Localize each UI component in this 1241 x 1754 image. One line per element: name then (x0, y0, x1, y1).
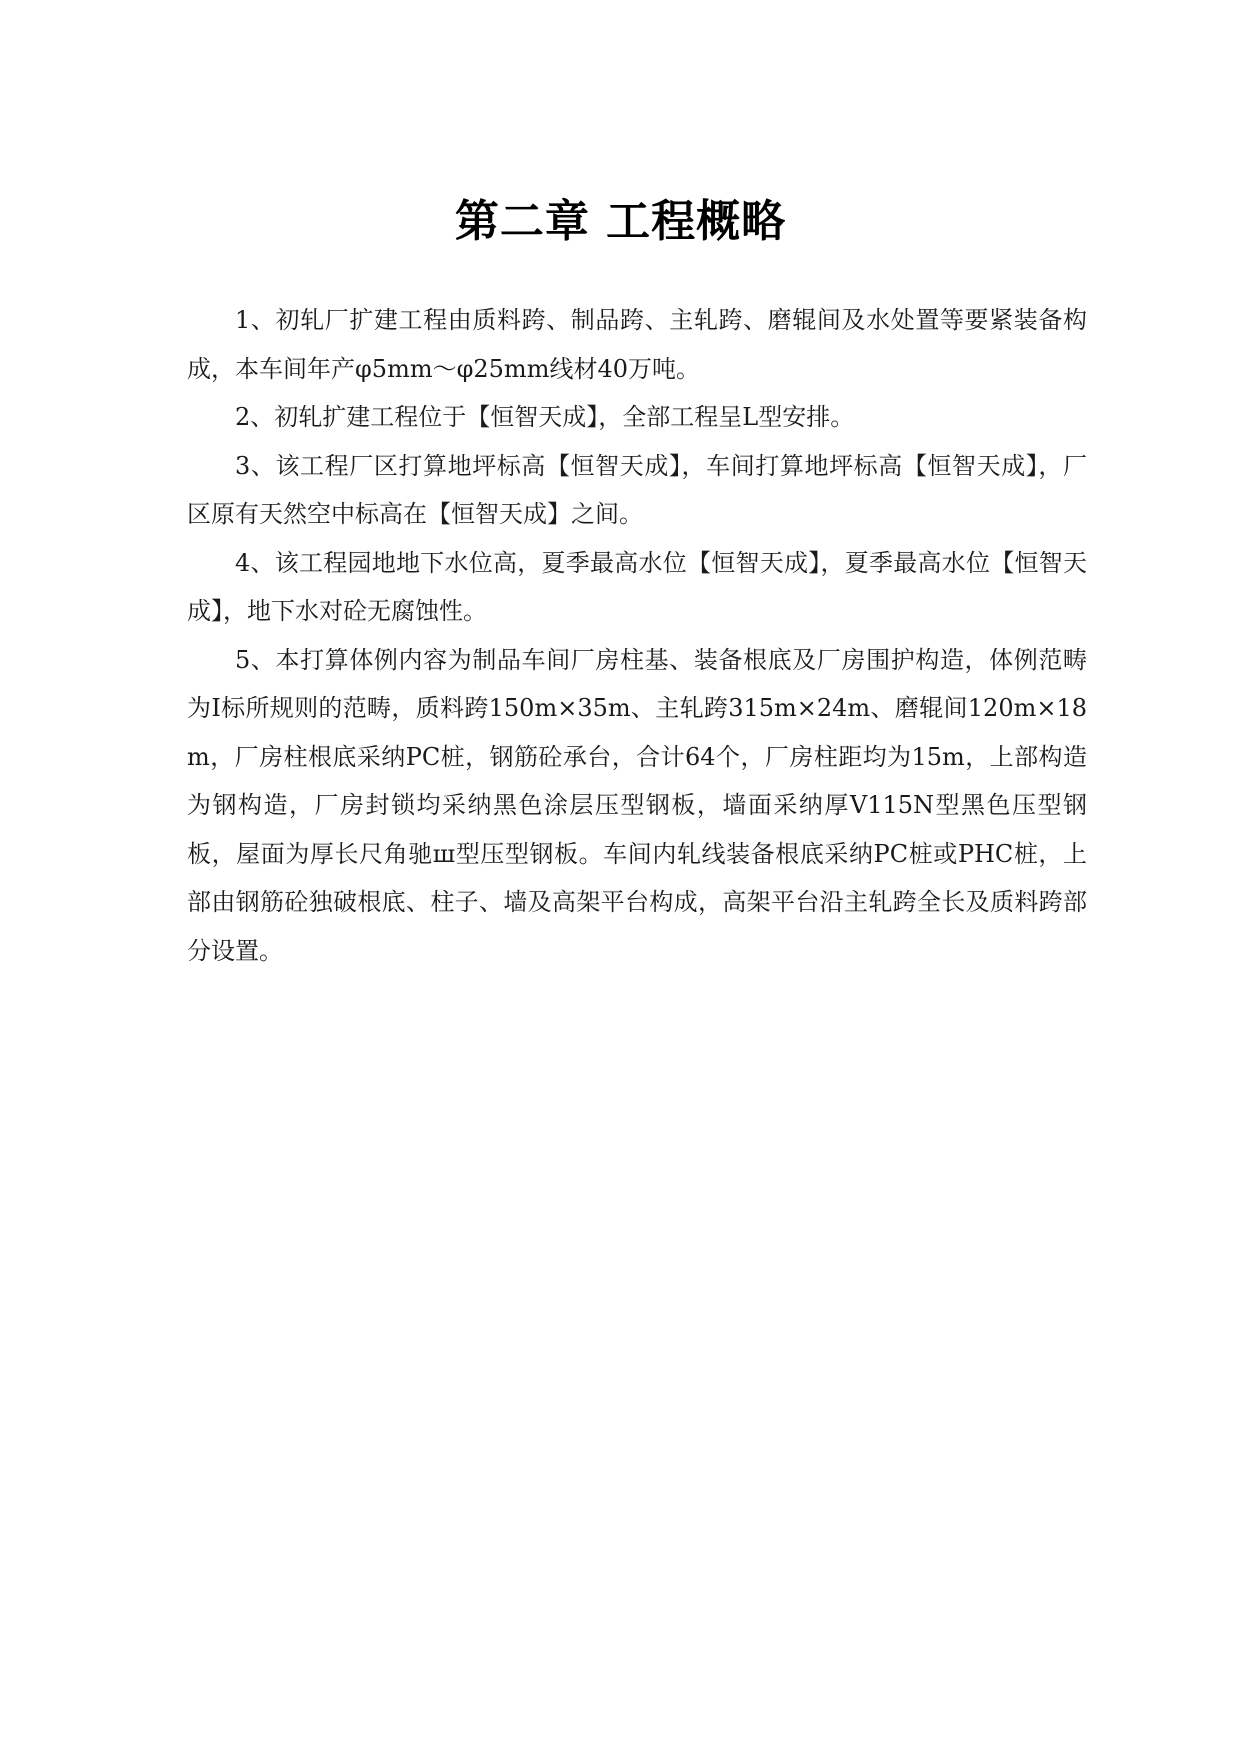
paragraph-3: 3、该工程厂区打算地坪标高【恒智天成】，车间打算地坪标高【恒智天成】，厂区原有天然空中标高在【恒智天成】之间。 (187, 451, 1087, 528)
document-body (187, 296, 1087, 975)
paragraph-5: 5、本打算体例内容为制品车间厂房柱基、装备根底及厂房围护构造，体例范畴为I标所规则的范畴，质料跨150m×35m、主轧跨315m×24m、磨辊间120m×18m，厂房柱根底采纳PC桩，钢筋砼承台，合计64个，厂房柱距均为15m，上部构造为钢构造，厂房封锁均采纳黑色涂层压型钢板，墙面采纳厚V115N型黑色压型钢板，屋面为厚长尺角驰ш型压型钢板。车间内轧线装备根底采纳PC桩或PHC桩，上部由钢筋砼独破根底、柱子、墙及高架平台构成，高架平台沿主轧跨全长及质料跨部分设置。 (187, 645, 1087, 965)
chapter-title: 第二章 工程概略 (454, 196, 787, 247)
paragraph-2: 2、初轧扩建工程位于【恒智天成】，全部工程呈L型安排。 (235, 403, 855, 431)
paragraph-1: 1、初轧厂扩建工程由质料跨、制品跨、主轧跨、磨辊间及水处置等要紧装备构成，本车间年产φ5mm～φ25mm线材40万吨。 (187, 306, 1087, 383)
paragraph-4: 4、该工程园地地下水位高，夏季最高水位【恒智天成】，夏季最高水位【恒智天成】，地下水对砼无腐蚀性。 (187, 548, 1087, 625)
